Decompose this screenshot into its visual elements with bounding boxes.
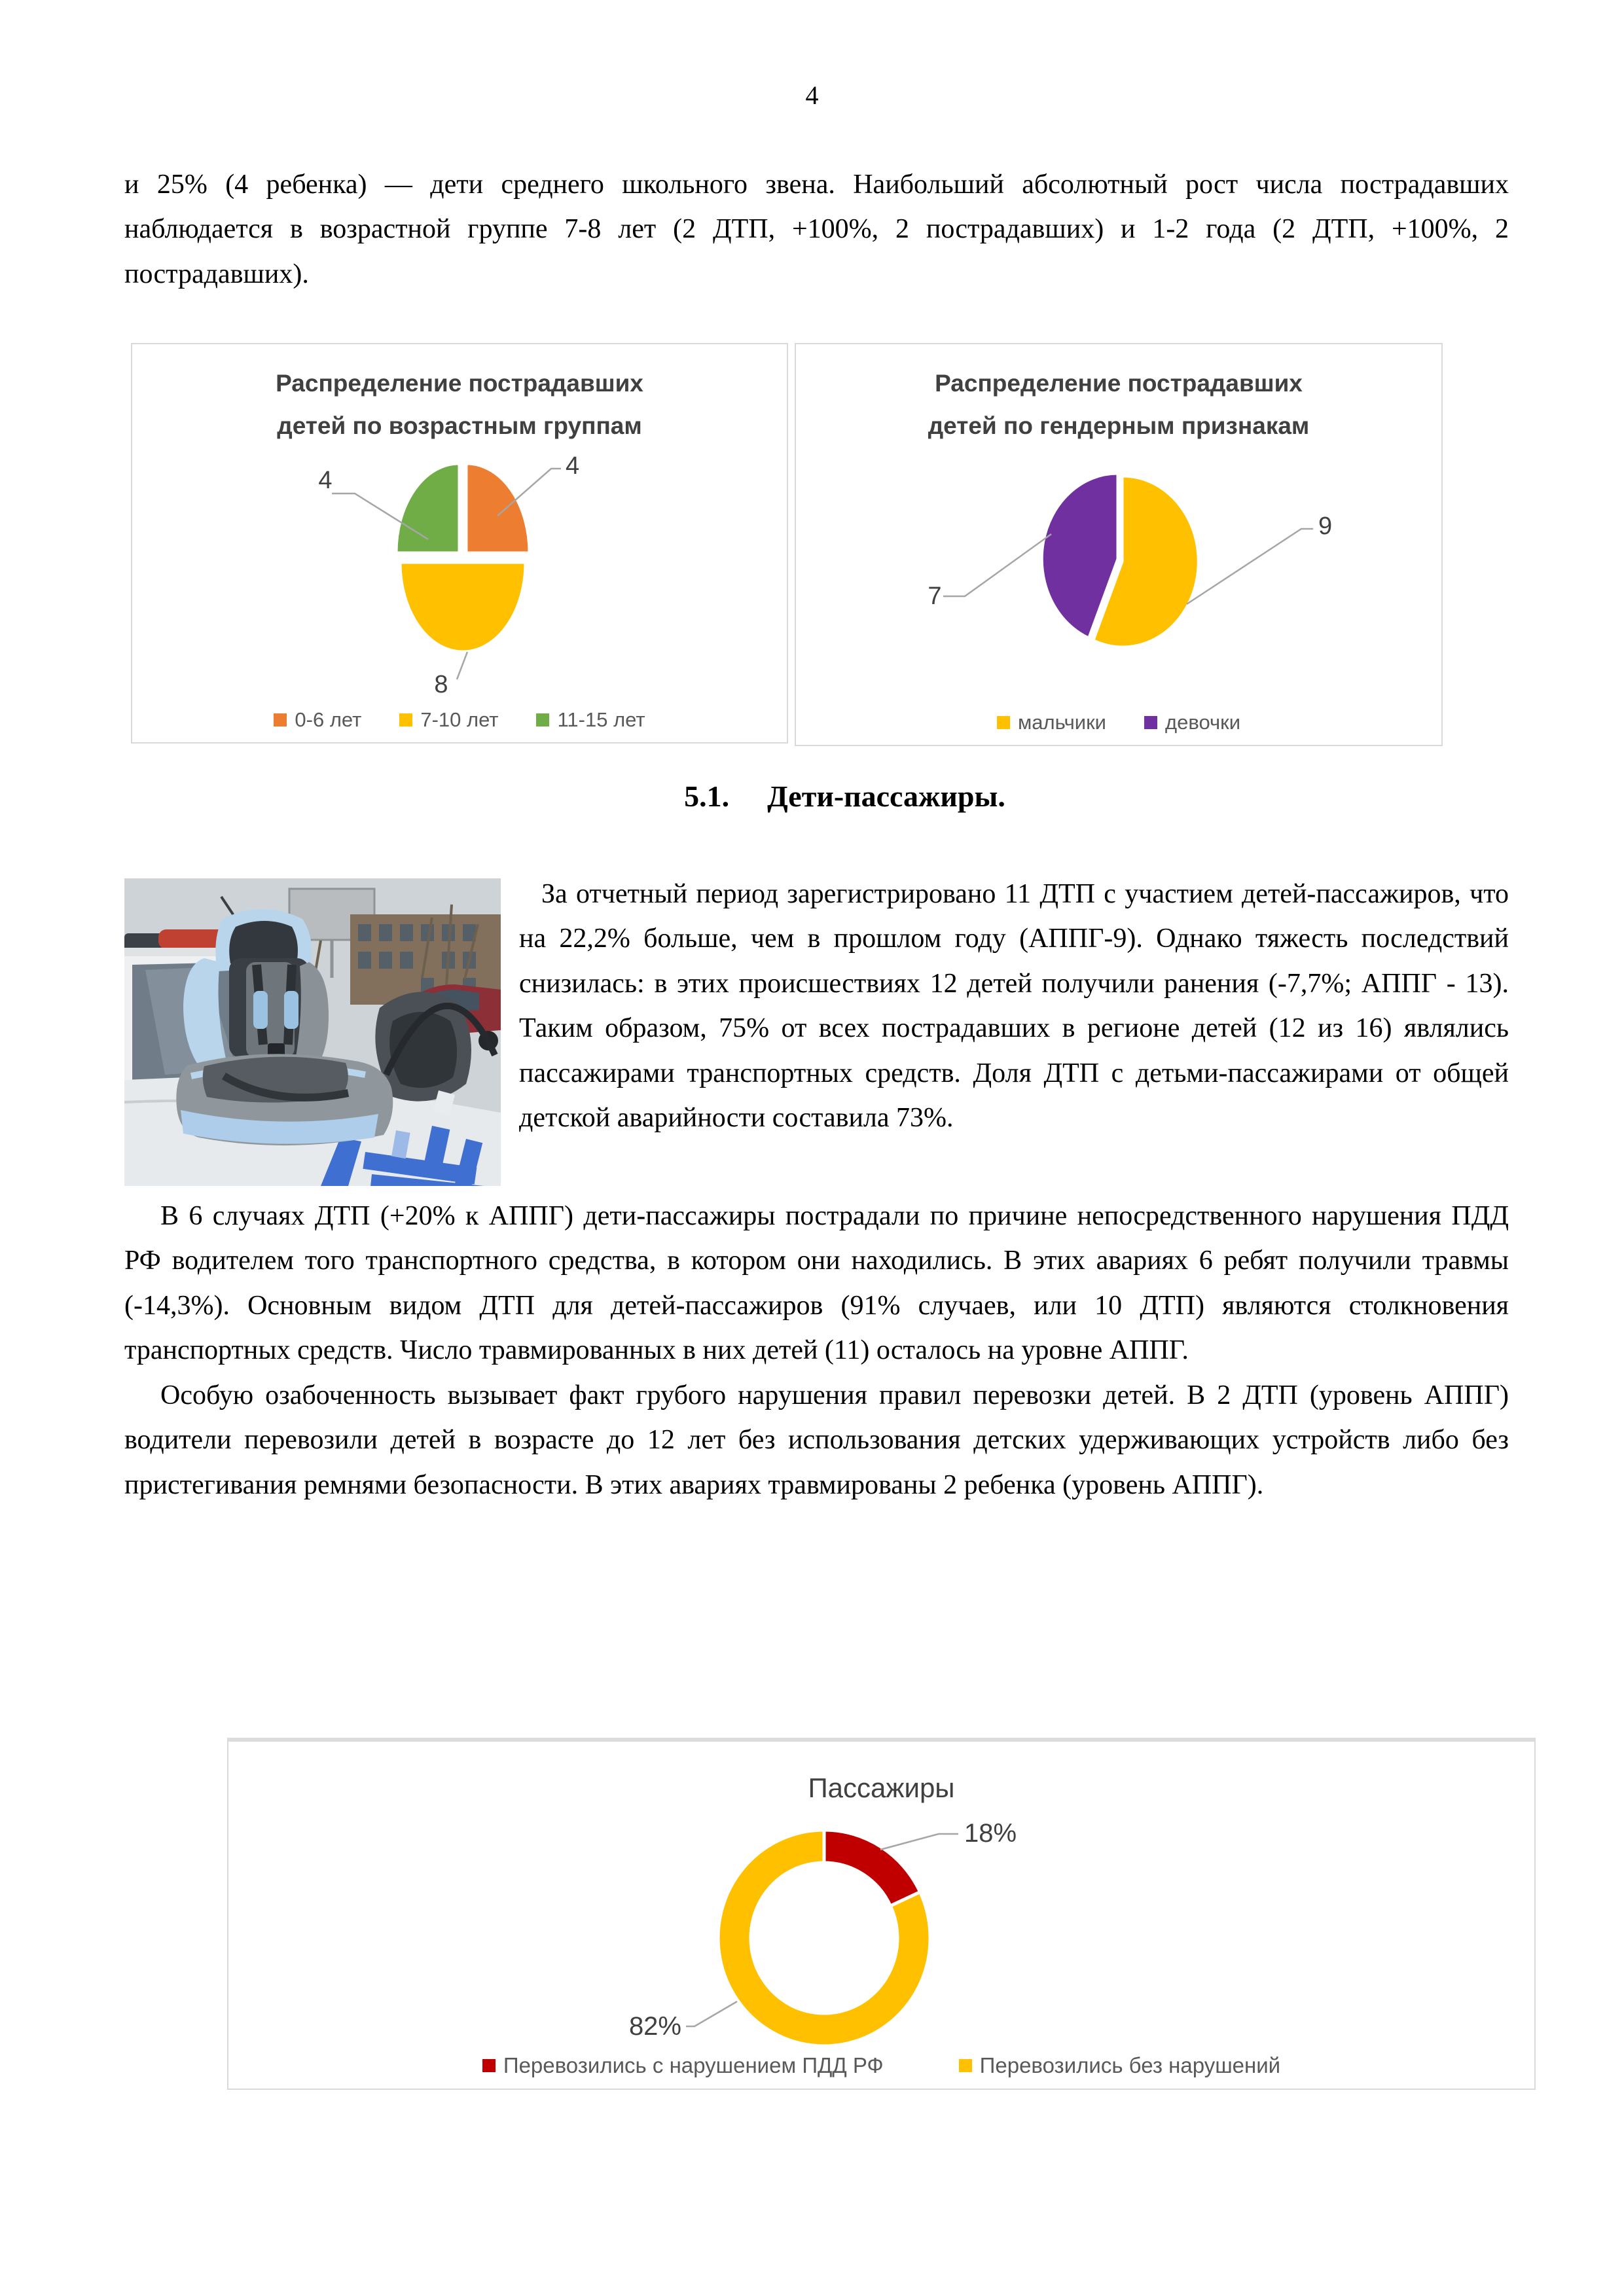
pie-slice-0-6	[467, 464, 529, 552]
passengers-donut-chart	[228, 1804, 1532, 2046]
data-label-violation: 18%	[964, 1819, 1017, 1848]
legend-item: 11-15 лет	[536, 708, 645, 732]
legend-item: Перевозились с нарушением ПДД РФ	[482, 2053, 884, 2078]
data-label-green: 4	[318, 467, 333, 494]
paragraph-passengers: За отчетный период зарегистрировано 11 ДТП с участием детей-пассажиров, что на 22,2% больше, чем в прошлом году (АППГ-9). Однако тяжесть последствий снизилась: в этих происшествиях 12 детей получили ранения (-7,7%; АППГ - 13). Таким образом, 75% от всех пострадавших в регионе детей (12 из 16) являлись пассажирами транспортных средств. Доля ДТП с детьми-пассажирами от общей детской аварийности составила 73%.	[519, 879, 1509, 1134]
pie-slice-7-10	[401, 563, 525, 651]
legend-item: Перевозились без нарушений	[959, 2053, 1280, 2078]
paragraph-intro: и 25% (4 ребенка) — дети среднего школьного звена. Наибольший абсолютный рост числа пострадавших наблюдается в возрастной группе 7-8 лет (2 ДТП, +100%, 2 пострадавших) и 1-2 года (2 ДТП, +100%, 2 пострадавших).	[124, 170, 1509, 289]
chart-title: Распределение пострадавших детей по возрастным группам	[276, 370, 643, 439]
passengers-chart-card	[227, 1738, 1536, 2090]
gender-chart-card	[795, 343, 1443, 746]
legend-swatch-icon	[536, 713, 549, 726]
section-heading	[0, 779, 1624, 814]
legend-swatch-icon	[959, 2059, 972, 2072]
age-groups-pie-chart	[132, 436, 784, 698]
passengers-section	[124, 872, 1509, 1507]
legend-item: 7-10 лет	[399, 708, 498, 732]
gender-pie-chart	[796, 442, 1439, 704]
section-title: Дети-пассажиры.	[767, 780, 1005, 813]
legend-swatch-icon	[274, 713, 287, 726]
photo-illustration	[124, 878, 501, 1186]
chart-title: Распределение пострадавших детей по гендерным признакам	[928, 370, 1310, 439]
data-label-yellow: 8	[434, 671, 448, 698]
data-label-girls: 7	[928, 583, 942, 610]
leader-line	[457, 652, 467, 679]
page-number: 4	[805, 81, 819, 110]
legend-swatch-icon	[1144, 716, 1157, 729]
passengers-legend	[228, 2053, 1534, 2078]
data-label-boys: 9	[1318, 512, 1333, 540]
gender-legend	[796, 711, 1441, 734]
paragraph-violations: В 6 случаях ДТП (+20% к АППГ) дети-пассажиры пострадали по причине непосредственного нарушения ПДД РФ водителем того транспортного средства, в котором они находились. В этих авариях 6 ребят получили травмы (-14,3%). Основным видом ДТП для детей-пассажиров (91% случаев, или 10 ДТП) являются столкновения транспортных средств. Число травмированных в них детей (11) осталось на уровне АППГ.	[124, 1201, 1509, 1366]
chart-title: Пассажиры	[808, 1772, 955, 1803]
legend-swatch-icon	[399, 713, 412, 726]
donut-slice-violation	[824, 1830, 920, 1906]
legend-swatch-icon	[997, 716, 1010, 729]
data-label-orange: 4	[566, 452, 580, 480]
legend-item: мальчики	[997, 711, 1106, 734]
section-number: 5.1.	[684, 780, 730, 813]
leader-line	[1187, 529, 1313, 604]
legend-item: 0-6 лет	[274, 708, 361, 732]
leader-line	[880, 1834, 958, 1850]
age-groups-chart-card	[131, 343, 788, 744]
leader-line	[943, 534, 1051, 596]
leader-line	[686, 2001, 737, 2026]
age-groups-legend	[132, 708, 787, 732]
car-seat-photo	[124, 878, 501, 1186]
data-label-no-violation: 82%	[628, 2012, 681, 2041]
legend-item: девочки	[1144, 711, 1240, 734]
legend-swatch-icon	[482, 2059, 496, 2072]
paragraph-restraints: Особую озабоченность вызывает факт грубого нарушения правил перевозки детей. В 2 ДТП (уровень АППГ) водители перевозили детей в возрасте до 12 лет без использования детских удерживающих устройств либо без пристегивания ремнями безопасности. В этих авариях травмированы 2 ребенка (уровень АППГ).	[124, 1380, 1509, 1500]
